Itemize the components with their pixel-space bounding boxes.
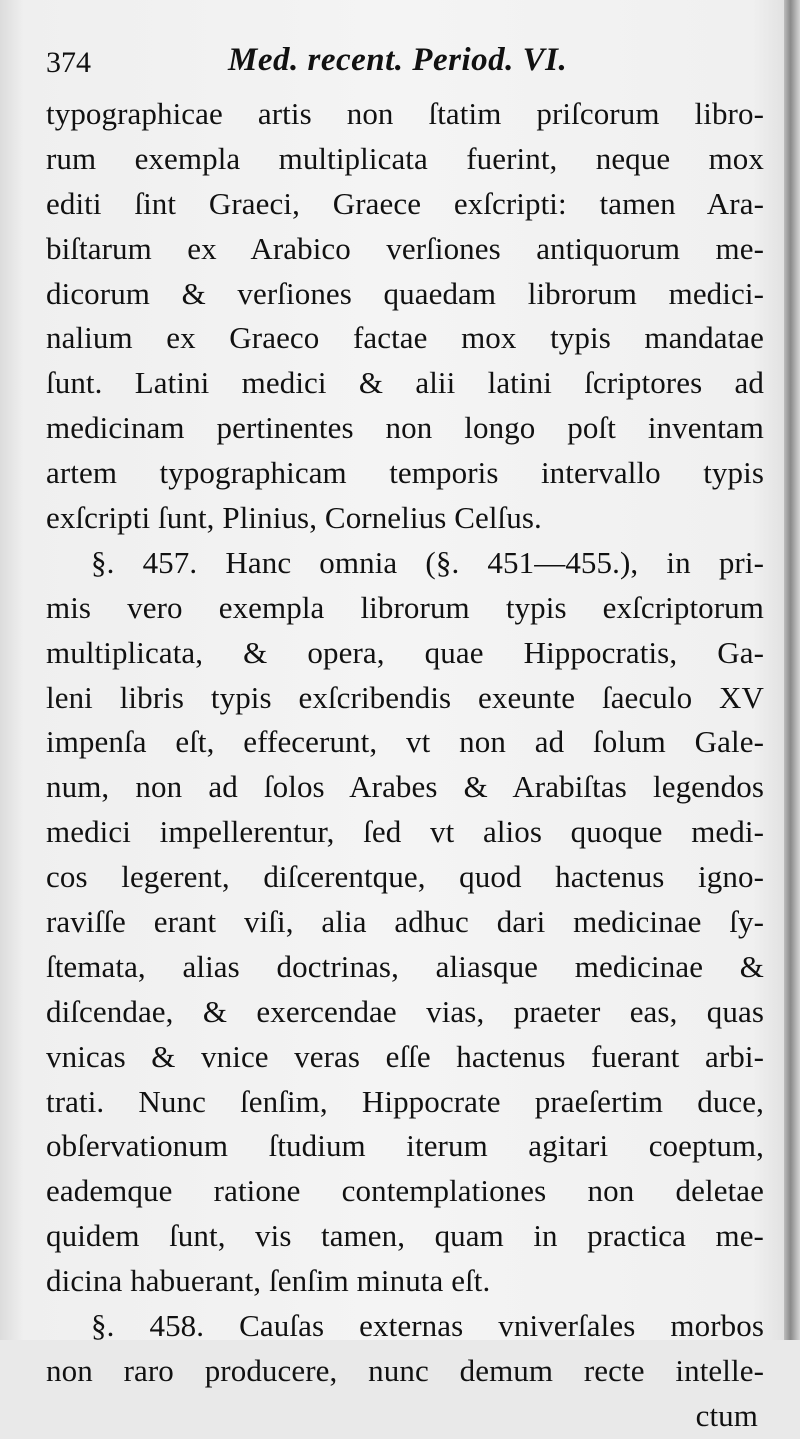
text-line: impenſa eſt, effecerunt, vt non ad ſolum Gale-	[46, 724, 764, 760]
text-line: typographicae artis non ſtatim priſcorum libro-	[46, 96, 764, 131]
page-number: 374	[46, 46, 91, 79]
text-line: ſunt. Latini medici & alii latini ſcriptores ad	[46, 365, 764, 401]
text-line: ſtemata, alias doctrinas, aliasque medicinae &	[46, 948, 764, 984]
text-line: multiplicata, & opera, quae Hippocratis, Ga-	[46, 634, 764, 670]
text-line: cos legerent, diſcerentque, quod hactenus igno-	[46, 859, 764, 895]
text-line: trati. Nunc ſenſim, Hippocrate praeſertim duce,	[46, 1083, 764, 1119]
text-line: num, non ad ſolos Arabes & Arabiſtas legendos	[46, 769, 764, 805]
text-line: rum exempla multiplicata fuerint, neque mox	[46, 140, 764, 176]
text-line: vnicas & vnice veras eſſe hactenus fuerant arbi-	[46, 1038, 764, 1074]
text-line: medici impellerentur, ſed vt alios quoque medi-	[46, 814, 764, 850]
text-line: exſcripti ſunt, Plinius, Cornelius Celſus.	[46, 500, 542, 536]
text-line: dicina habuerant, ſenſim minuta eſt.	[46, 1263, 491, 1299]
text-line: non raro producere, nunc demum recte intelle-	[46, 1352, 764, 1388]
text-line: medicinam pertinentes non longo poſt inventam	[46, 410, 764, 446]
section-457-heading-line: §. 457. Hanc omnia (§. 451—455.), in pri-	[91, 544, 764, 580]
text-line: artem typographicam temporis intervallo typis	[46, 455, 764, 491]
page-gutter-shadow	[784, 0, 800, 1340]
running-head: Med. recent. Period. VI.	[228, 42, 568, 78]
text-line: mis vero exempla librorum typis exſcriptorum	[46, 589, 764, 625]
text-line: diſcendae, & exercendae vias, praeter eas, quas	[46, 993, 764, 1029]
text-line: editi ſint Graeci, Graece exſcripti: tamen Ara-	[46, 185, 764, 221]
text-line: raviſſe erant viſi, alia adhuc dari medicinae ſy-	[46, 904, 764, 940]
text-line: nalium ex Graeco factae mox typis mandatae	[46, 320, 764, 356]
text-line: eademque ratione contemplationes non deletae	[46, 1173, 764, 1209]
catchword: ctum	[695, 1397, 758, 1433]
text-line: biſtarum ex Arabico verſiones antiquorum me-	[46, 230, 764, 266]
text-line: obſervationum ſtudium iterum agitari coeptum,	[46, 1128, 764, 1164]
text-line: leni libris typis exſcribendis exeunte ſaeculo XV	[46, 679, 764, 715]
text-line: quidem ſunt, vis tamen, quam in practica me-	[46, 1218, 764, 1254]
body-text	[46, 92, 764, 1439]
page-header	[46, 40, 766, 90]
text-line: dicorum & verſiones quaedam librorum medici-	[46, 275, 764, 311]
section-458-heading-line: §. 458. Cauſas externas vniverſales morbos	[91, 1308, 764, 1344]
